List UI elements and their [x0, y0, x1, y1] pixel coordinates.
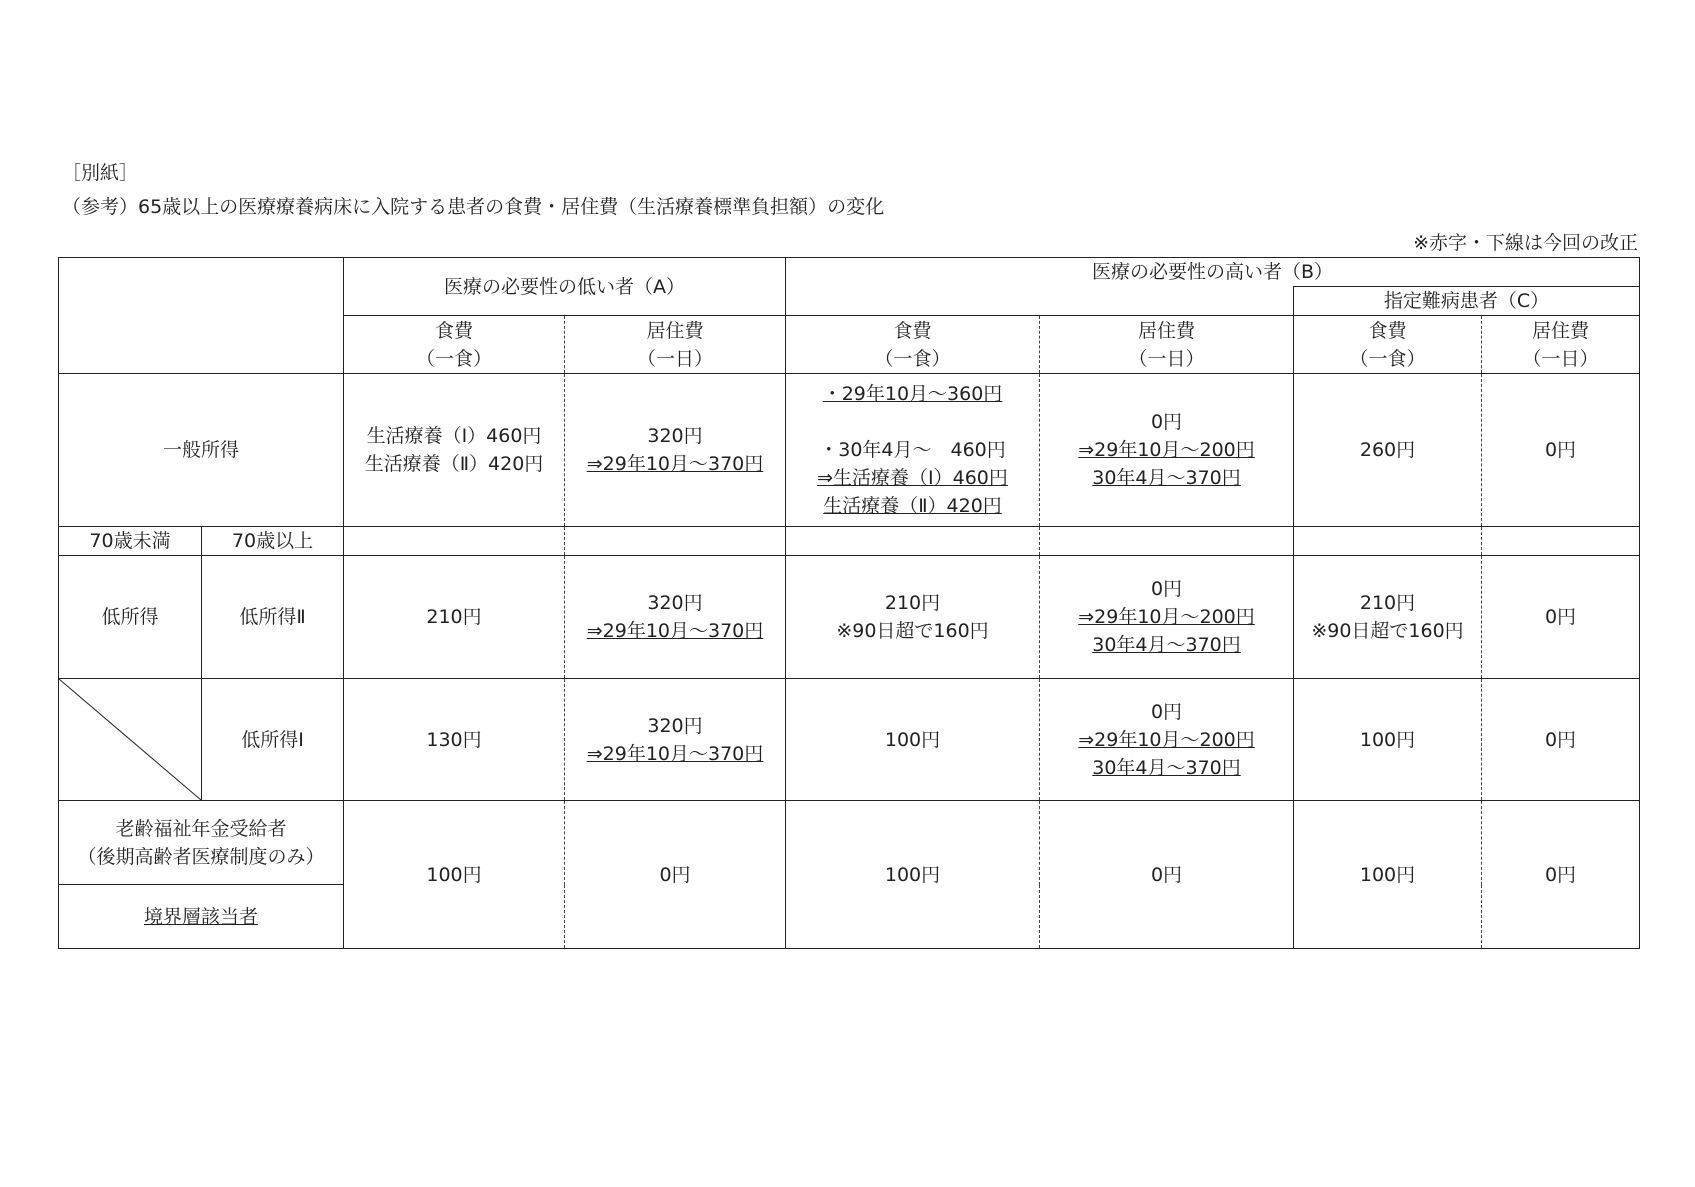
- age-over70-label: 70歳以上: [202, 527, 344, 556]
- pension-a-housing: 0円: [565, 801, 786, 949]
- general-b-housing: 0円 ⇒29年10月～200円 30年4月～370円: [1040, 374, 1294, 527]
- low2-a-housing: 320円 ⇒29年10月～370円: [565, 556, 786, 679]
- diagonal-slash-line: [59, 679, 201, 800]
- low1-a-meal: 130円: [344, 679, 565, 801]
- low2-b-meal: 210円 ※90日超で160円: [786, 556, 1040, 679]
- low1-b-housing: 0円 ⇒29年10月～200円 30年4月～370円: [1040, 679, 1294, 801]
- low-income-under70-label: 低所得: [59, 556, 202, 679]
- cost-comparison-table: [58, 257, 1640, 949]
- revision-note: ※赤字・下線は今回の改正: [1413, 232, 1638, 254]
- age-row-empty: [344, 527, 565, 556]
- a-meal-header: 食費 （一食）: [344, 316, 565, 374]
- general-c-housing: 0円: [1482, 374, 1640, 527]
- pension-b-meal: 100円: [786, 801, 1040, 949]
- c-housing-header: 居住費 （一日）: [1482, 316, 1640, 374]
- pension-c-housing: 0円: [1482, 801, 1640, 949]
- c-meal-header: 食費 （一食）: [1294, 316, 1482, 374]
- age-row-empty: [1040, 527, 1294, 556]
- low2-c-housing: 0円: [1482, 556, 1640, 679]
- a-housing-header: 居住費 （一日）: [565, 316, 786, 374]
- age-under70-label: 70歳未満: [59, 527, 202, 556]
- low2-c-meal: 210円 ※90日超で160円: [1294, 556, 1482, 679]
- pension-recipient-label: 老齢福祉年金受給者 （後期高齢者医療制度のみ）: [59, 801, 344, 885]
- group-c-header: 指定難病患者（C）: [1294, 287, 1640, 316]
- group-a-header: 医療の必要性の低い者（A）: [344, 258, 786, 316]
- diagonal-slash-cell: [59, 679, 202, 801]
- pension-b-housing: 0円: [1040, 801, 1294, 949]
- age-row-empty: [1294, 527, 1482, 556]
- age-row-empty: [1482, 527, 1640, 556]
- document-title: （参考）65歳以上の医療療養病床に入院する患者の食費・居住費（生活療養標準負担額）の変化: [62, 196, 885, 218]
- low1-c-meal: 100円: [1294, 679, 1482, 801]
- age-row-empty: [565, 527, 786, 556]
- general-c-meal: 260円: [1294, 374, 1482, 527]
- boundary-layer-label: 境界層該当者: [59, 885, 344, 949]
- group-b-header-spacer: [786, 287, 1294, 316]
- b-meal-header: 食費 （一食）: [786, 316, 1040, 374]
- low-income-2-label: 低所得Ⅱ: [202, 556, 344, 679]
- general-a-meal: 生活療養（Ⅰ）460円 生活療養（Ⅱ）420円: [344, 374, 565, 527]
- group-b-header: 医療の必要性の高い者（B）: [786, 258, 1640, 287]
- b-housing-header: 居住費 （一日）: [1040, 316, 1294, 374]
- pension-c-meal: 100円: [1294, 801, 1482, 949]
- age-row-empty: [786, 527, 1040, 556]
- general-income-label: 一般所得: [59, 374, 344, 527]
- low1-a-housing: 320円 ⇒29年10月～370円: [565, 679, 786, 801]
- low2-b-housing: 0円 ⇒29年10月～200円 30年4月～370円: [1040, 556, 1294, 679]
- low1-b-meal: 100円: [786, 679, 1040, 801]
- corner-header-cell: [59, 258, 344, 374]
- attachment-label: ［別紙］: [62, 162, 139, 184]
- low-income-1-label: 低所得Ⅰ: [202, 679, 344, 801]
- general-b-meal: ・29年10月～360円 ・30年4月～ 460円 ⇒生活療養（Ⅰ）460円 生活療養（Ⅱ）420円: [786, 374, 1040, 527]
- general-a-housing: 320円 ⇒29年10月～370円: [565, 374, 786, 527]
- low1-c-housing: 0円: [1482, 679, 1640, 801]
- low2-a-meal: 210円: [344, 556, 565, 679]
- pension-a-meal: 100円: [344, 801, 565, 949]
